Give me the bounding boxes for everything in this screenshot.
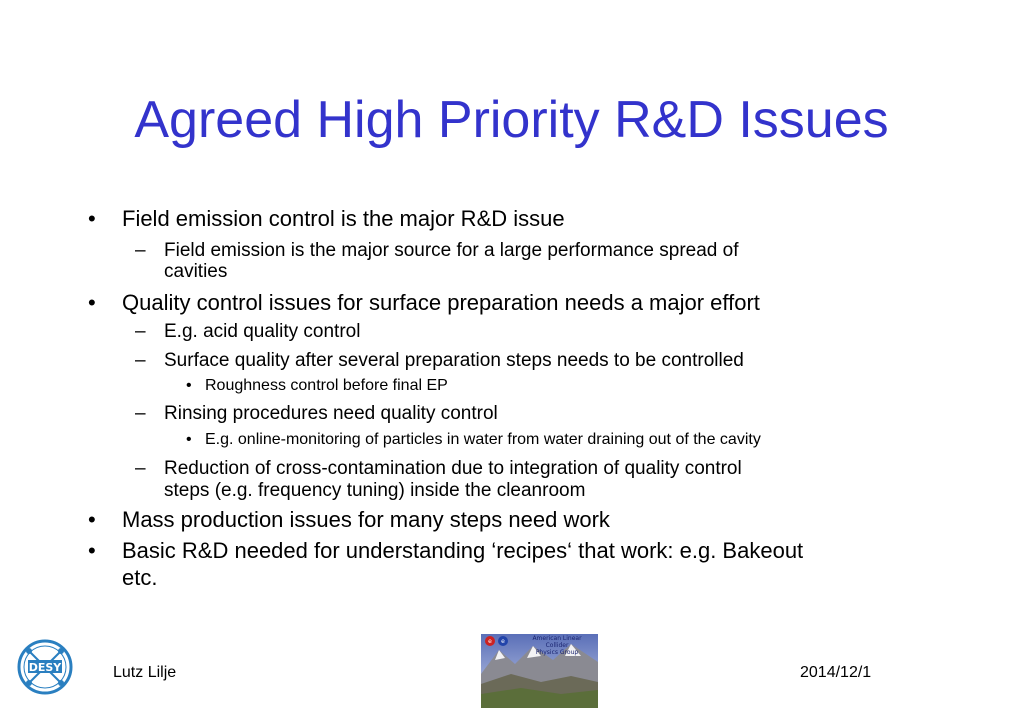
sub-bullet-marker: – (135, 403, 146, 424)
sub-bullet-surface: Surface quality after several preparation steps needs to be controlled (164, 350, 744, 371)
sub-bullet-marker: – (135, 240, 146, 261)
sub-bullet-source-line1: Field emission is the major source for a large performance spread of (164, 240, 739, 261)
sub-bullet-cross-contamination-line1: Reduction of cross-contamination due to integration of quality control (164, 458, 742, 479)
photo-caption (521, 635, 593, 656)
bullet-field-emission: Field emission control is the major R&D issue (122, 206, 565, 231)
desy-logo (16, 638, 74, 696)
photo-caption-line1: American Linear Collider (532, 635, 582, 649)
bullet-basic-rd-line2: etc. (122, 565, 158, 590)
sub-bullet-marker: – (135, 458, 146, 479)
sub-bullet-marker: – (135, 321, 146, 342)
bullet-marker: • (88, 290, 96, 315)
footer-date: 2014/12/1 (800, 664, 872, 681)
sub-bullet-rinsing: Rinsing procedures need quality control (164, 403, 498, 424)
mountain-photo (481, 634, 598, 708)
logo-text: DESY (28, 661, 62, 674)
svg-text:e: e (488, 638, 492, 645)
sub-sub-bullet-roughness: Roughness control before final EP (205, 377, 448, 394)
sub-sub-bullet-marker: • (186, 431, 192, 448)
sub-sub-bullet-marker: • (186, 377, 192, 394)
sub-bullet-acid: E.g. acid quality control (164, 321, 361, 342)
svg-text:e: e (501, 638, 505, 645)
sub-bullet-marker: – (135, 350, 146, 371)
bullet-mass-production: Mass production issues for many steps need work (122, 507, 610, 532)
bullet-quality-control: Quality control issues for surface preparation needs a major effort (122, 290, 760, 315)
sub-bullet-source-line2: cavities (164, 261, 228, 282)
bullet-marker: • (88, 507, 96, 532)
footer-author: Lutz Lilje (113, 664, 177, 681)
slide-title: Agreed High Priority R&D Issues (134, 91, 889, 149)
photo-caption-line2: Physics Group (535, 649, 579, 656)
sub-bullet-cross-contamination-line2: steps (e.g. frequency tuning) inside the cleanroom (164, 480, 586, 501)
bullet-basic-rd-line1: Basic R&D needed for understanding ‘recipes‘ that work: e.g. Bakeout (122, 538, 804, 563)
bullet-marker: • (88, 206, 96, 231)
desy-logo-icon (16, 638, 74, 696)
sub-sub-bullet-monitoring: E.g. online-monitoring of particles in water from water draining out of the cavity (205, 431, 761, 448)
bullet-marker: • (88, 538, 96, 563)
